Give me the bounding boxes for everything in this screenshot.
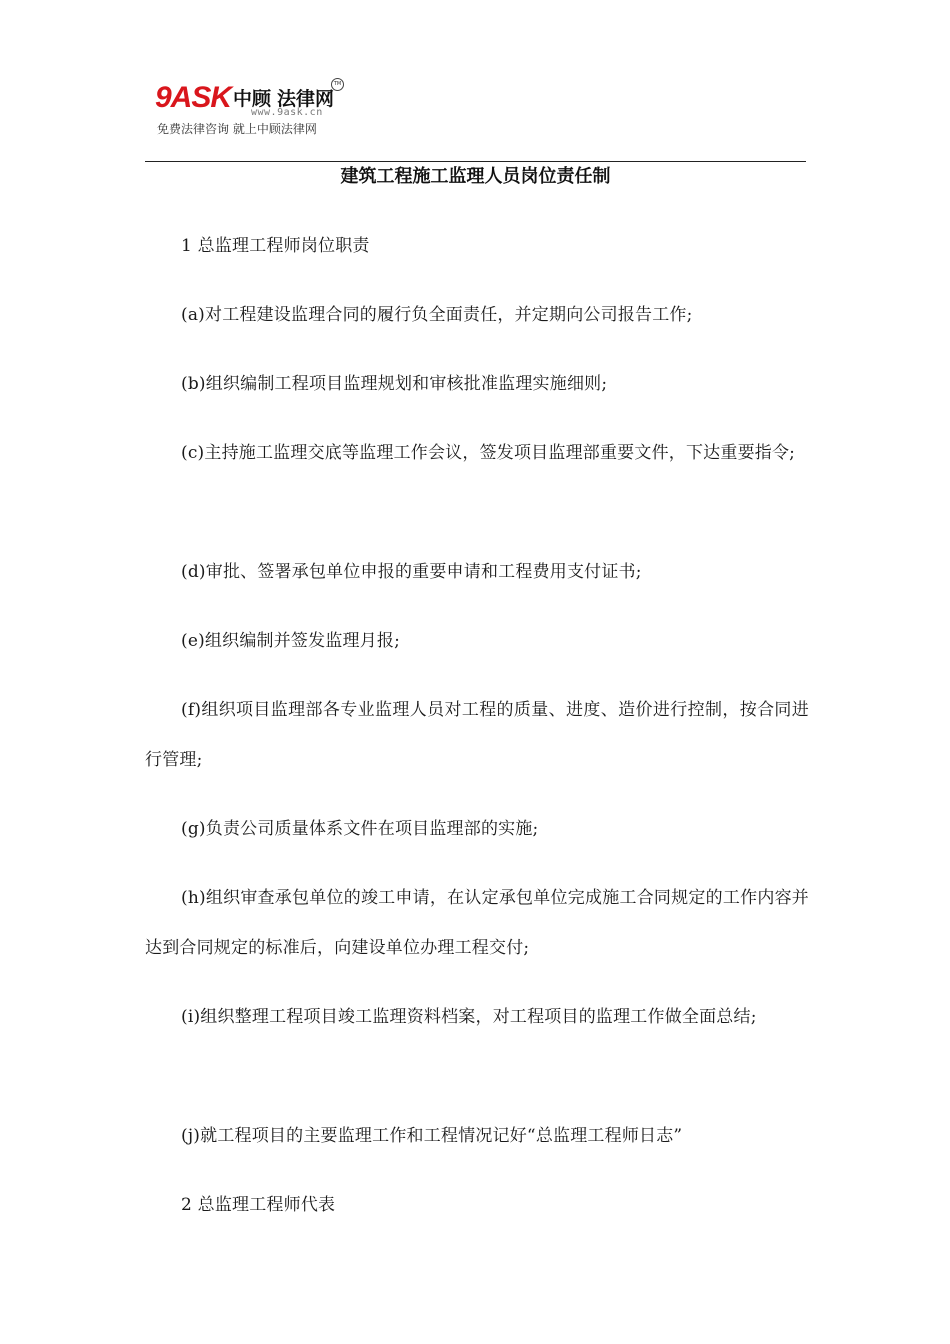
paragraph-b: (b)组织编制工程项目监理规划和审核批准监理实施细则; [181,374,608,394]
document-title: 建筑工程施工监理人员岗位责任制 [340,166,611,187]
logo-cn-part1: 中顾 [233,88,272,110]
paragraph-f: (f)组织项目监理部各专业监理人员对工程的质量、进度、造价进行控制，按合同进行管理; [145,700,809,770]
paragraph-h: (h)组织审查承包单位的竣工申请，在认定承包单位完成施工合同规定的工作内容并达到合同规定的标准后，向建设单位办理工程交付; [145,888,809,958]
logo-cn-part2: 法律网 [277,88,335,110]
paragraph-a: (a)对工程建设监理合同的履行负全面责任，并定期向公司报告工作; [181,305,693,325]
section-heading-1: 1 总监理工程师岗位职责 [181,236,370,256]
header-divider [145,161,806,162]
site-logo[interactable] [155,76,355,138]
logo-url: www.9ask.cn [251,107,323,118]
paragraph-j: (j)就工程项目的主要监理工作和工程情况记好“总监理工程师日志” [181,1126,683,1146]
paragraph-g: (g)负责公司质量体系文件在项目监理部的实施; [181,819,539,839]
paragraph-i: (i)组织整理工程项目竣工监理资料档案，对工程项目的监理工作做全面总结; [181,1007,757,1027]
logo-slogan: 免费法律咨询 就上中顾法律网 [157,122,317,136]
section-heading-2: 2 总监理工程师代表 [181,1195,336,1215]
paragraph-c: (c)主持施工监理交底等监理工作会议，签发项目监理部重要文件，下达重要指令; [181,443,796,463]
paragraph-e: (e)组织编制并签发监理月报; [181,631,401,651]
logo-brand: 9ASK [155,81,232,114]
trademark-icon: TM [331,78,344,91]
paragraph-d: (d)审批、签署承包单位申报的重要申请和工程费用支付证书; [181,562,642,582]
